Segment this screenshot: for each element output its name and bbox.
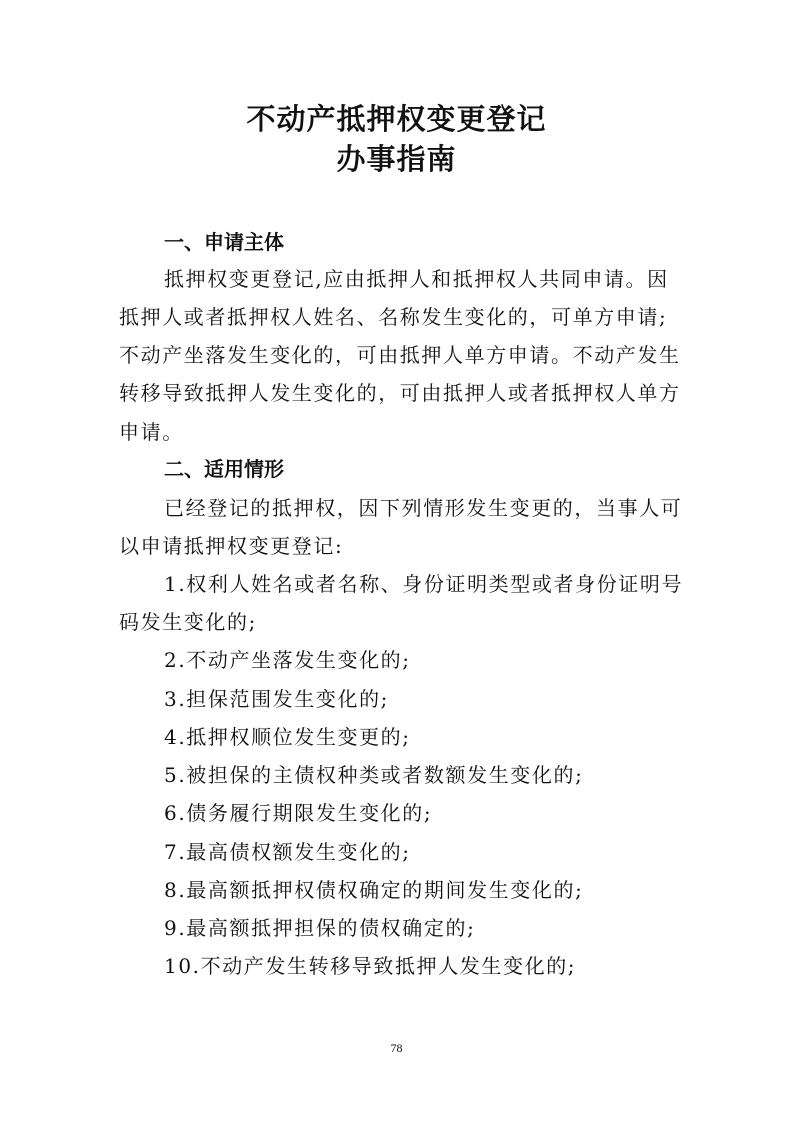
list-item-continuation: 码发生变化的; <box>119 610 257 634</box>
paragraph-line: 转移导致抵押人发生变化的，可由抵押人或者抵押权人单方 <box>119 381 681 405</box>
paragraph-line: 抵押人或者抵押权人姓名、名称发生变化的，可单方申请; <box>119 305 668 329</box>
paragraph-line: 抵押权变更登记,应由抵押人和抵押权人共同申请。因 <box>164 267 669 291</box>
paragraph-line: 申请。 <box>119 420 184 444</box>
list-item: 7.最高债权额发生变化的; <box>164 840 411 864</box>
list-item: 5.被担保的主债权种类或者数额发生变化的; <box>164 763 584 787</box>
paragraph-line: 不动产坐落发生变化的，可由抵押人单方申请。不动产发生 <box>119 343 681 367</box>
list-item: 4.抵押权顺位发生变更的; <box>164 725 411 749</box>
list-item: 6.债务履行期限发生变化的; <box>164 801 433 825</box>
paragraph-line: 已经登记的抵押权，因下列情形发生变更的，当事人可 <box>164 496 683 520</box>
paragraph-line: 以申请抵押权变更登记: <box>119 534 344 558</box>
section-heading-applicant: 一、申请主体 <box>164 230 284 254</box>
list-item: 3.担保范围发生变化的; <box>164 687 390 711</box>
list-item: 8.最高额抵押权债权确定的期间发生变化的; <box>164 878 584 902</box>
list-item: 1.权利人姓名或者名称、身份证明类型或者身份证明号 <box>164 572 684 596</box>
page-number: 78 <box>390 1041 403 1055</box>
list-item: 10.不动产发生转移导致抵押人发生变化的; <box>164 954 577 978</box>
section-heading-applicable-cases: 二、适用情形 <box>164 457 284 481</box>
list-item: 9.最高额抵押担保的债权确定的; <box>164 916 476 940</box>
document-title-line-2: 办事指南 <box>336 142 457 176</box>
document-title-line-1: 不动产抵押权变更登记 <box>246 102 547 136</box>
list-item: 2.不动产坐落发生变化的; <box>164 648 411 672</box>
